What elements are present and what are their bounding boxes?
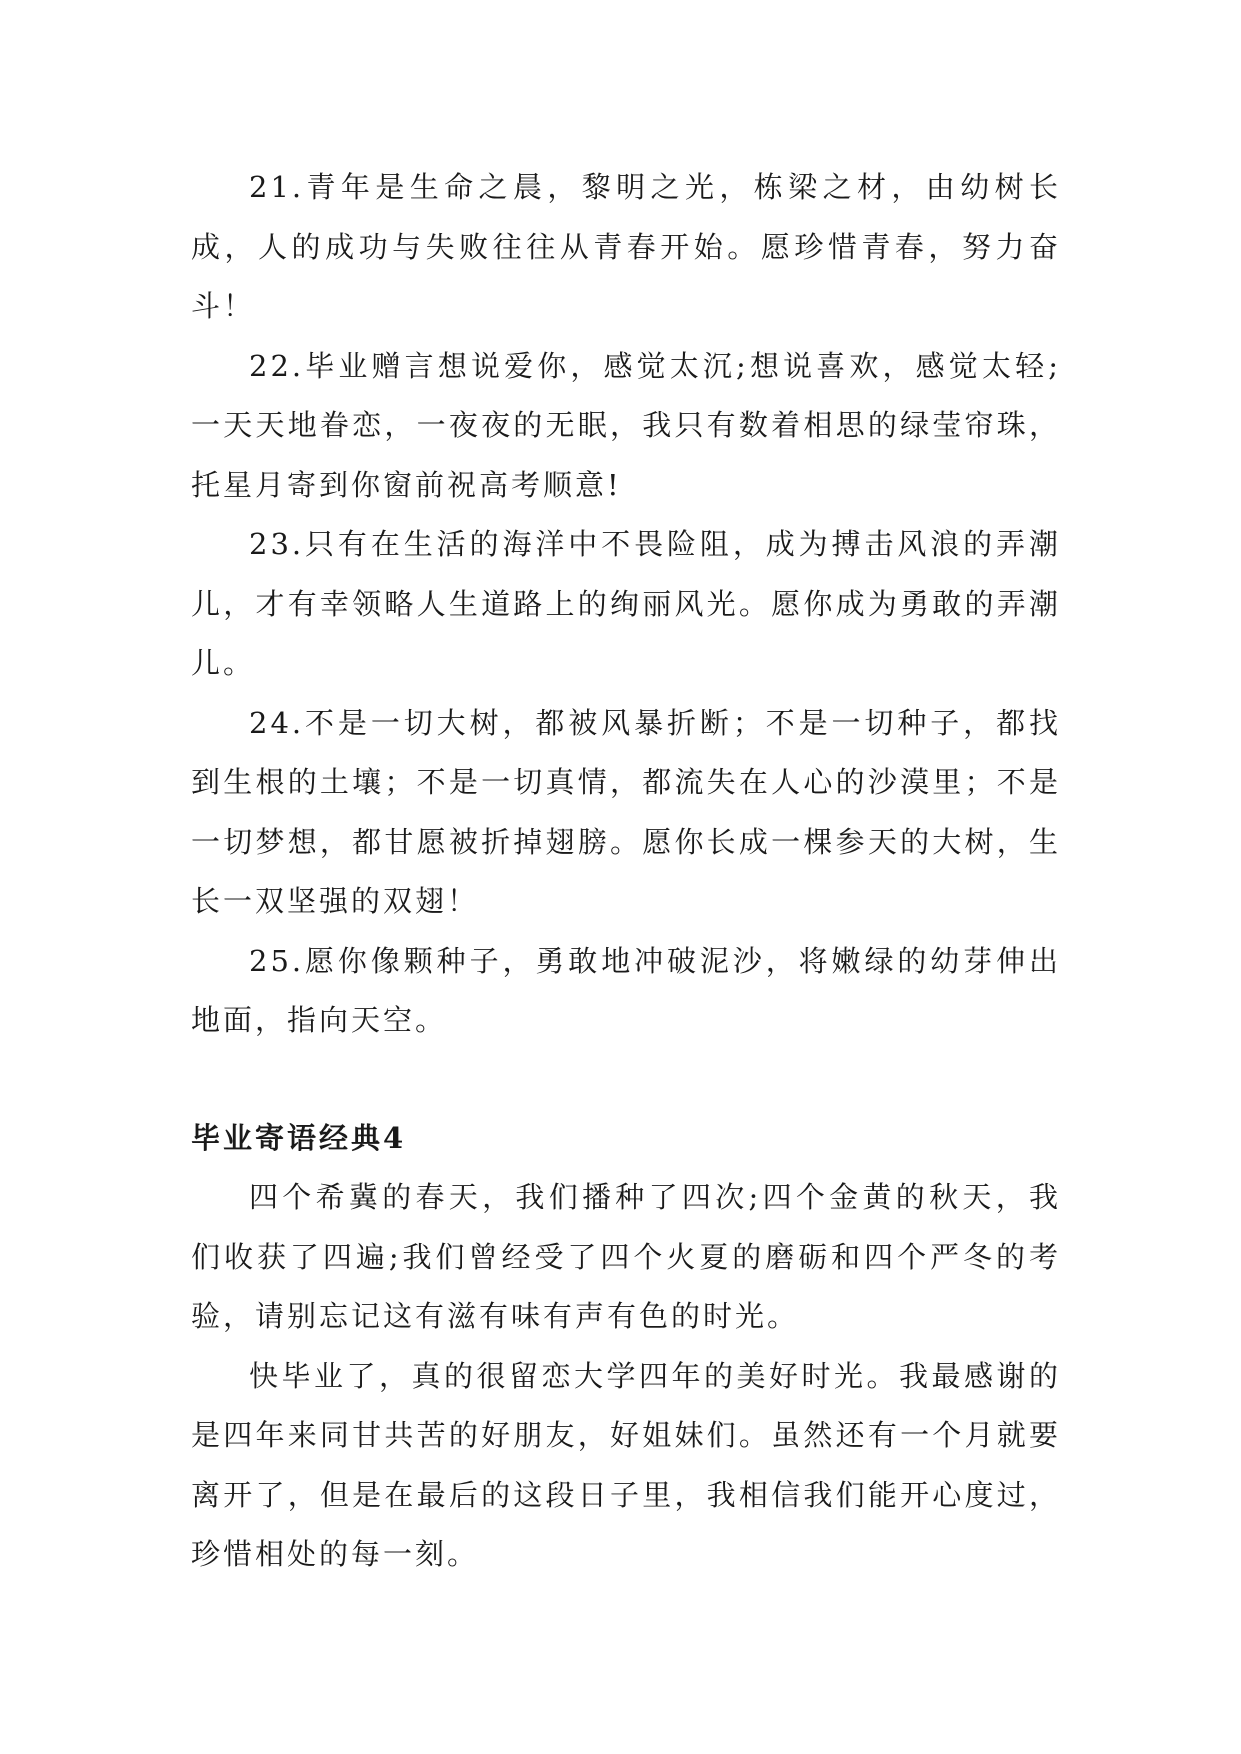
section-spacer [191,1051,1061,1109]
paragraph-item-23: 23.只有在生活的海洋中不畏险阻，成为搏击风浪的弄潮儿，才有幸领略人生道路上的绚丽风光。愿你成为勇敢的弄潮儿。 [191,527,1061,680]
section-title: 毕业寄语经典4 [191,1120,407,1155]
paragraph-item-21: 21.青年是生命之晨，黎明之光，栋梁之材，由幼树长成，人的成功与失败往往从青春开始。愿珍惜青春，努力奋斗！ [191,170,1061,323]
section-paragraph-2: 快毕业了，真的很留恋大学四年的美好时光。我最感谢的是四年来同甘共苦的好朋友，好姐妹们。虽然还有一个月就要离开了，但是在最后的这段日子里，我相信我们能开心度过，珍惜相处的每一刻。 [191,1358,1061,1571]
document-page [191,158,1061,1585]
paragraph-item-24: 24.不是一切大树，都被风暴折断；不是一切种子，都找到生根的土壤；不是一切真情，都流失在人心的沙漠里；不是一切梦想，都甘愿被折掉翅膀。愿你长成一棵参天的大树，生长一双坚强的双翅！ [191,705,1061,918]
section-paragraph-1: 四个希冀的春天，我们播种了四次;四个金黄的秋天，我们收获了四遍;我们曾经受了四个火夏的磨砺和四个严冬的考验，请别忘记这有滋有味有声有色的时光。 [191,1180,1061,1333]
paragraph-item-22: 22.毕业赠言想说爱你，感觉太沉;想说喜欢，感觉太轻;一天天地眷恋，一夜夜的无眠，我只有数着相思的绿莹帘珠，托星月寄到你窗前祝高考顺意! [191,348,1061,502]
paragraph-item-25: 25.愿你像颗种子，勇敢地冲破泥沙，将嫩绿的幼芽伸出地面，指向天空。 [191,943,1061,1037]
